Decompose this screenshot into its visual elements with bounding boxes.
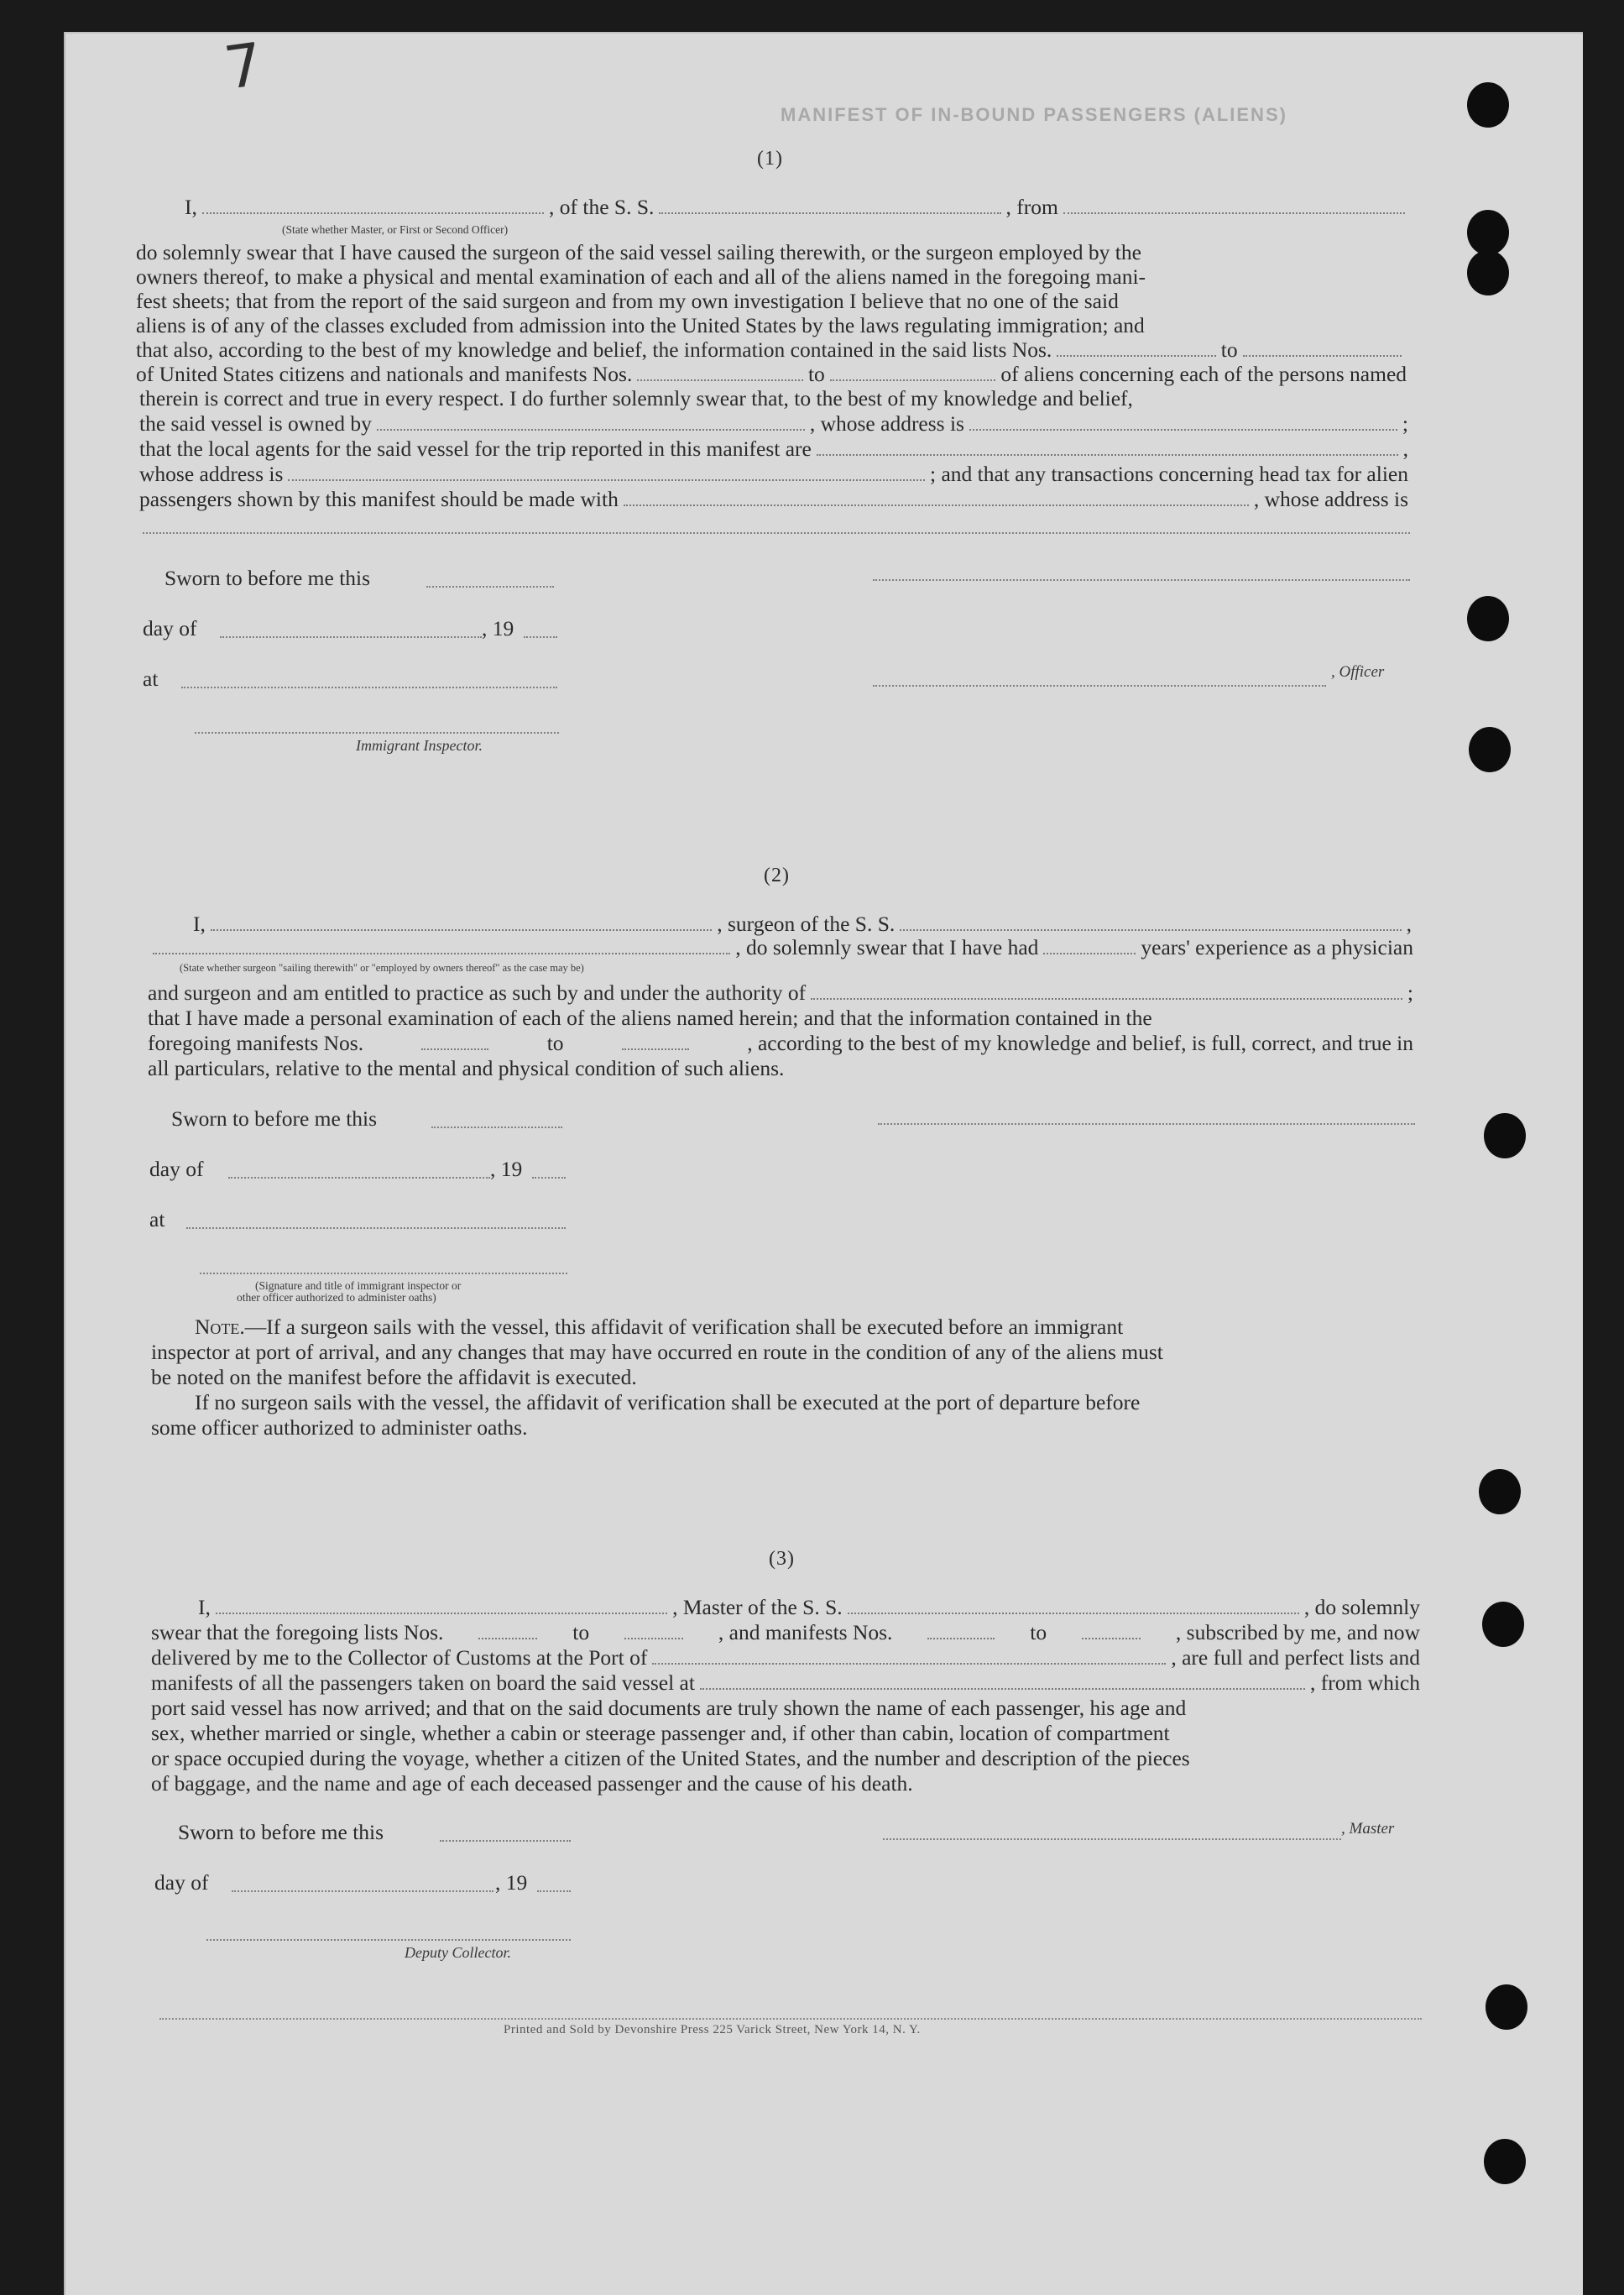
sworn-day-blank [440,1840,571,1842]
section3-line3 [151,1645,1420,1670]
section1-para-line [139,487,1408,512]
section1-para-line [136,337,1407,363]
text: , and manifests Nos. [718,1620,893,1644]
section3-para-line: or space occupied during the voyage, whether a citizen of the United States, and the number and description of the pieces [151,1746,1190,1770]
lists-from-blank [478,1638,537,1639]
surgeon-name-blank [211,929,712,931]
surgeon-note: (State whether surgeon "sailing therewith" or "employed by owners thereof" as the case may be) [180,962,584,974]
agents-blank [817,454,1398,456]
signature-note: (Signature and title of immigrant inspector or [255,1279,462,1292]
officer-name-blank [202,212,544,214]
at-place-blank [186,1227,566,1229]
text: I, [185,195,197,219]
officer-signature-blank [873,579,1410,581]
text: to [1030,1620,1047,1644]
footer-rule [159,2018,1422,2020]
printer-imprint: Printed and Sold by Devonshire Press 225 Varick Street, New York 14, N. Y. [504,2023,921,2036]
vessel-name-blank [659,212,1000,214]
surgeon-vessel-blank [900,929,1401,931]
sworn-label: Sworn to before me this [171,1106,378,1131]
text: to [572,1620,590,1644]
text: and surgeon and am entitled to practice as such by and under the authority of [148,980,807,1005]
section2-line5 [148,1031,1413,1056]
month-blank [232,1890,493,1892]
section1-para-line [139,462,1408,487]
day-of-label: day of [154,1870,209,1895]
text: ; [1402,411,1408,436]
manifests-to-blank [830,379,996,381]
section3-line2 [151,1620,1420,1645]
text: , whose address is [1253,487,1408,511]
owner-blank [377,429,805,431]
section3-line1 [198,1595,1420,1620]
inspector-signature-blank [200,1273,567,1274]
text: that also, according to the best of my knowledge and belief, the information contained in the said lists Nos. [136,337,1052,362]
officer-note: (State whether Master, or First or Second Officer) [282,223,509,236]
text: passengers shown by this manifest should be made with [139,487,619,511]
text: years' experience as a physician [1141,935,1413,959]
note-line: some officer authorized to administer oaths. [151,1415,528,1440]
section2-line2 [148,935,1413,960]
section1-para-line [136,362,1407,387]
manifests-to-blank [1082,1638,1141,1639]
agents-address-blank [288,479,925,481]
text: swear that the foregoing lists Nos. [151,1620,444,1644]
port-blank [652,1663,1166,1665]
text: , of the S. S. [549,195,655,219]
binder-hole [1484,1113,1526,1158]
binder-hole [1467,210,1509,255]
section1-para-line: aliens is of any of the classes excluded from admission into the United States by the laws regulating immigration; and [136,313,1145,337]
sworn-label: Sworn to before me this [178,1820,384,1844]
day-of-label: day of [149,1157,204,1181]
address-continuation-blank [143,532,1410,534]
section2-line3 [148,980,1413,1006]
section1-para-line: fest sheets; that from the report of the said surgeon and from my own investigation I believe that no one of the said [136,289,1119,313]
text: , Master of the S. S. [672,1595,843,1619]
inspector-label: Immigrant Inspector. [356,737,483,754]
section3-number: (3) [769,1548,795,1570]
section1-para-line: therein is correct and true in every respect. I do further solemnly swear that, to the best of my knowledge and belief, [139,386,1133,410]
text: , subscribed by me, and now [1175,1620,1420,1644]
text: ; [1407,980,1413,1005]
year-label: , 19 [482,616,514,640]
surgeon-status-blank [153,953,730,954]
year-blank [537,1890,571,1892]
surgeon-signature-blank [878,1123,1415,1125]
text: to [807,362,825,386]
month-blank [228,1177,490,1179]
text: to [546,1031,564,1055]
head-tax-agent-blank [624,504,1249,506]
inspector-signature-blank [195,732,559,734]
from-port-blank [1063,212,1405,214]
section2-number: (2) [764,865,790,886]
section1-para-line: do solemnly swear that I have caused the surgeon of the said vessel sailing therewith, or the surgeon employed by the [136,240,1141,264]
officer-title-blank [873,685,1326,687]
text: delivered by me to the Collector of Customs at the Port of [151,1645,648,1670]
lists-to-blank [624,1638,683,1639]
master-vessel-blank [848,1613,1299,1614]
owner-address-blank [969,429,1397,431]
officer-label: , Officer [1331,663,1385,681]
binder-hole [1467,596,1509,641]
year-blank [524,636,557,638]
text: , from [1005,195,1058,219]
at-label: at [149,1207,165,1231]
manifests-to-blank [622,1048,689,1050]
text: , [1402,437,1408,461]
collector-label: Deputy Collector. [405,1944,511,1961]
manifests-from-blank [637,379,803,381]
text: , are full and perfect lists and [1171,1645,1420,1670]
authority-blank [811,998,1402,1000]
boarding-port-blank [700,1688,1305,1690]
note-line: be noted on the manifest before the affidavit is executed. [151,1365,637,1389]
text: , [1406,912,1412,936]
section1-para-line [139,437,1408,462]
binder-hole [1486,1984,1527,2030]
text: , surgeon of the S. S. [717,912,896,936]
section1-para-line: owners thereof, to make a physical and mental examination of each and all of the aliens named in the foregoing mani- [136,264,1146,289]
text: —If a surgeon sails with the vessel, this affidavit of verification shall be executed before an immigrant [244,1315,1124,1339]
text: ; and that any transactions concerning head tax for alien [930,462,1408,486]
year-label: , 19 [495,1870,528,1895]
note-label: Note. [195,1315,245,1339]
year-label: , 19 [490,1157,523,1181]
section1-line1 [185,195,1410,220]
text: I, [198,1595,211,1619]
text: , do solemnly [1303,1595,1421,1619]
day-of-label: day of [143,616,197,640]
text: whose address is [139,462,284,486]
handwritten-mark: 7 [220,29,268,103]
master-label: , Master [1341,1820,1395,1838]
section3-para-line: sex, whether married or single, whether a cabin or steerage passenger and, if other than cabin, location of compartment [151,1721,1170,1745]
sworn-day-blank [426,586,554,588]
text: foregoing manifests Nos. [148,1031,364,1055]
manifests-from-blank [927,1638,995,1639]
text: , from which [1309,1670,1420,1695]
section2-line1 [193,912,1412,937]
manifests-from-blank [421,1048,488,1050]
bleed-through-header: MANIFEST OF IN-BOUND PASSENGERS (ALIENS) [781,104,1287,125]
section2-line6: all particulars, relative to the mental and physical condition of such aliens. [148,1056,785,1080]
lists-from-blank [1057,355,1215,357]
signature-note: other officer authorized to administer oaths) [237,1291,436,1304]
text: that the local agents for the said vessel for the trip reported in this manifest are [139,437,812,461]
binder-hole [1482,1602,1524,1647]
binder-hole [1469,727,1511,772]
at-label: at [143,667,159,691]
binder-hole [1479,1469,1521,1514]
section2-line4: that I have made a personal examination of each of the aliens named herein; and that the information contained in the [148,1006,1152,1030]
collector-signature-blank [206,1939,571,1941]
year-blank [532,1177,566,1179]
section3-para-line: port said vessel has now arrived; and that on the said documents are truly shown the name of each passenger, his age and [151,1696,1187,1720]
note-line: inspector at port of arrival, and any changes that may have occurred en route in the condition of any of the aliens must [151,1340,1163,1364]
master-signature-blank [883,1838,1341,1840]
text: of aliens concerning each of the persons named [1000,362,1407,386]
section1-number: (1) [757,148,783,170]
month-blank [220,636,482,638]
text: the said vessel is owned by [139,411,372,436]
note-line [195,1315,1123,1340]
text: , according to the best of my knowledge and belief, is full, correct, and true in [747,1031,1413,1055]
text: , whose address is [809,411,964,436]
section3-line4 [151,1670,1420,1696]
sworn-day-blank [431,1127,562,1128]
years-blank [1043,953,1136,954]
text: to [1220,337,1238,362]
sworn-label: Sworn to before me this [164,566,371,590]
binder-hole [1467,82,1509,128]
note-line: If no surgeon sails with the vessel, the affidavit of verification shall be executed at the port of departure before [195,1390,1141,1414]
text: I, [193,912,206,936]
lists-to-blank [1243,355,1402,357]
text: , do solemnly swear that I have had [735,935,1039,959]
text: of United States citizens and nationals and manifests Nos. [136,362,633,386]
section3-para-line: of baggage, and the name and age of each deceased passenger and the cause of his death. [151,1771,913,1796]
master-name-blank [216,1613,667,1614]
binder-hole [1484,2139,1526,2184]
text: manifests of all the passengers taken on board the said vessel at [151,1670,695,1695]
at-place-blank [181,687,557,688]
section1-para-line [139,411,1408,437]
binder-hole [1467,250,1509,295]
